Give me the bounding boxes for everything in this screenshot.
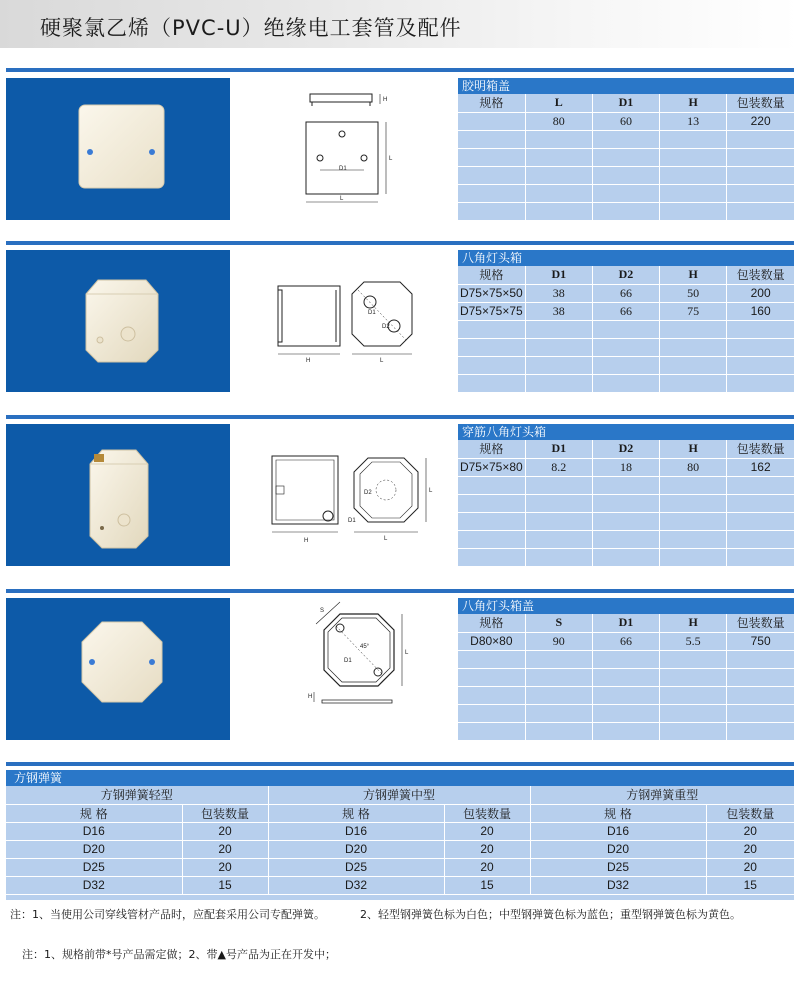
table-cell: 38 <box>525 284 592 302</box>
product-card-octagon-cover <box>6 598 794 740</box>
table-cell: 162 <box>727 458 794 476</box>
spec-title: 八角灯头箱盖 <box>458 598 794 614</box>
group-header: 方钢弹簧中型 <box>268 786 530 804</box>
table-row <box>458 130 794 148</box>
spec-title: 穿筋八角灯头箱 <box>458 424 794 440</box>
product-card-octagon-box <box>6 250 794 392</box>
table-cell: 20 <box>706 858 794 876</box>
table-row <box>458 530 794 548</box>
table-cell: 90 <box>525 632 592 650</box>
section-divider <box>6 589 794 593</box>
col-header: 规 格 <box>268 804 444 822</box>
dim-label: D1 <box>339 166 347 172</box>
group-header: 方钢弹簧轻型 <box>6 786 268 804</box>
dim-label: D1 <box>348 518 356 524</box>
table-cell: 20 <box>182 822 268 840</box>
col-header: 规 格 <box>530 804 706 822</box>
col-header: L <box>525 94 592 112</box>
spec-table-cover <box>458 78 794 220</box>
table-cell: 50 <box>660 284 727 302</box>
table-row <box>458 494 794 512</box>
table-cell <box>458 112 525 130</box>
table-cell: 15 <box>182 876 268 894</box>
table-row <box>458 302 794 320</box>
table-cell: 13 <box>660 112 727 130</box>
table-row <box>458 632 794 650</box>
dim-label: L <box>389 156 393 162</box>
table-cell: 15 <box>444 876 530 894</box>
col-header: H <box>660 266 727 284</box>
spring-note-1: 注：1、当使用公司穿线管材产品时，应配套采用公司专配弹簧。 <box>10 908 325 921</box>
table-cell: 160 <box>727 302 794 320</box>
dim-label: S <box>320 608 325 614</box>
table-cell: 66 <box>592 284 659 302</box>
table-cell: 80 <box>525 112 592 130</box>
col-header: S <box>525 614 592 632</box>
dim-label: H <box>383 97 388 103</box>
table-cell: D20 <box>6 840 182 858</box>
product-photo-octagon-cover <box>6 598 230 740</box>
table-row <box>458 458 794 476</box>
col-header: 包装数量 <box>706 804 794 822</box>
dim-label: D2 <box>364 490 372 496</box>
dim-label: D1 <box>344 658 352 664</box>
col-header: D1 <box>525 440 592 458</box>
page-header <box>0 0 800 48</box>
table-cell: D16 <box>268 822 444 840</box>
table-cell: 20 <box>706 840 794 858</box>
product-photo-octagon-box <box>6 250 230 392</box>
table-cell: 200 <box>727 284 794 302</box>
table-cell: D20 <box>530 840 706 858</box>
group-header: 方钢弹簧重型 <box>530 786 794 804</box>
table-cell: D25 <box>530 858 706 876</box>
section-divider <box>6 241 794 245</box>
technical-drawing-cover <box>232 78 457 220</box>
section-divider <box>6 68 794 72</box>
table-row <box>6 822 794 840</box>
product-card-rebar-octagon-box <box>6 424 794 566</box>
table-cell: D80×80 <box>458 632 525 650</box>
table-row <box>458 548 794 566</box>
technical-drawing-octagon-box <box>232 250 457 392</box>
table-row <box>458 320 794 338</box>
table-row <box>458 686 794 704</box>
col-header: 包装数量 <box>182 804 268 822</box>
product-photo-rebar-octagon-box <box>6 424 230 566</box>
page-title: 硬聚氯乙烯（PVC-U）绝缘电工套管及配件 <box>40 16 462 40</box>
col-header: D1 <box>592 614 659 632</box>
table-cell: 20 <box>444 840 530 858</box>
col-header: H <box>660 440 727 458</box>
technical-drawing-octagon-cover <box>232 598 457 740</box>
table-cell: 66 <box>592 632 659 650</box>
col-header: D1 <box>525 266 592 284</box>
col-header: 包装数量 <box>727 94 794 112</box>
table-cell: D20 <box>268 840 444 858</box>
table-row <box>458 476 794 494</box>
spring-note-2: 2、轻型钢弹簧色标为白色；中型钢弹簧色标为蓝色；重型钢弹簧色标为黄色。 <box>360 908 741 921</box>
spec-title: 胶明箱盖 <box>458 78 794 94</box>
table-row <box>458 148 794 166</box>
dim-label: D1 <box>368 310 376 316</box>
col-header: 规格 <box>458 94 525 112</box>
spec-table <box>458 440 794 567</box>
spec-table-rebar-octagon-box <box>458 424 794 566</box>
table-cell: 20 <box>182 840 268 858</box>
section-divider <box>6 415 794 419</box>
dim-label: L <box>384 536 388 542</box>
table-row <box>458 284 794 302</box>
spec-title: 八角灯头箱 <box>458 250 794 266</box>
spring-section <box>6 770 794 900</box>
table-row <box>6 840 794 858</box>
table-cell: D25 <box>268 858 444 876</box>
table-row <box>6 876 794 894</box>
section-divider <box>6 762 794 766</box>
table-cell: 750 <box>727 632 794 650</box>
table-cell: 20 <box>706 822 794 840</box>
dim-label: L <box>340 196 344 202</box>
spec-table-octagon-box <box>458 250 794 392</box>
col-header: D2 <box>592 440 659 458</box>
spec-table-octagon-cover <box>458 598 794 740</box>
table-cell: 15 <box>706 876 794 894</box>
table-row <box>458 166 794 184</box>
dim-label: L <box>405 650 409 656</box>
table-cell: D32 <box>530 876 706 894</box>
table-row <box>458 512 794 530</box>
table-cell: D32 <box>6 876 182 894</box>
col-header: 规 格 <box>6 804 182 822</box>
col-header: 包装数量 <box>727 614 794 632</box>
col-header: 规格 <box>458 614 525 632</box>
table-cell: D25 <box>6 858 182 876</box>
dim-label: H <box>306 358 311 364</box>
table-cell: 20 <box>444 822 530 840</box>
col-header: H <box>660 614 727 632</box>
footer-note: 注：1、规格前带*号产品需定做；2、带▲号产品为正在开发中； <box>22 948 336 961</box>
spec-table <box>458 266 794 393</box>
table-row <box>458 650 794 668</box>
table-cell: 8.2 <box>525 458 592 476</box>
table-cell: 80 <box>660 458 727 476</box>
table-cell: 220 <box>727 112 794 130</box>
spring-table <box>6 786 794 895</box>
table-cell: D16 <box>530 822 706 840</box>
col-header: 包装数量 <box>727 266 794 284</box>
table-row <box>6 858 794 876</box>
table-cell: 75 <box>660 302 727 320</box>
dim-label: H <box>308 694 313 700</box>
dim-label: 45° <box>360 644 370 650</box>
table-cell: D75×75×80 <box>458 458 525 476</box>
table-cell: 5.5 <box>660 632 727 650</box>
table-cell: 20 <box>444 858 530 876</box>
dim-label: L <box>380 358 384 364</box>
table-cell: 60 <box>592 112 659 130</box>
col-header: 规格 <box>458 266 525 284</box>
spec-table <box>458 94 794 221</box>
table-cell: D16 <box>6 822 182 840</box>
table-cell: 20 <box>182 858 268 876</box>
dim-label: H <box>304 538 309 544</box>
table-row <box>458 202 794 220</box>
table-row <box>458 704 794 722</box>
table-row <box>458 668 794 686</box>
table-cell: D75×75×50 <box>458 284 525 302</box>
table-row <box>458 112 794 130</box>
table-row <box>458 184 794 202</box>
table-row <box>458 722 794 740</box>
table-cell: D32 <box>268 876 444 894</box>
table-row <box>458 356 794 374</box>
table-row <box>458 374 794 392</box>
col-header: 规格 <box>458 440 525 458</box>
spec-table <box>458 614 794 741</box>
product-photo-square-cover <box>6 78 230 220</box>
product-card-cover <box>6 78 794 220</box>
col-header: D2 <box>592 266 659 284</box>
dim-label: L <box>429 488 433 494</box>
table-row <box>458 338 794 356</box>
col-header: D1 <box>592 94 659 112</box>
table-cell: 38 <box>525 302 592 320</box>
table-cell: 18 <box>592 458 659 476</box>
col-header: 包装数量 <box>444 804 530 822</box>
spring-notes <box>10 906 741 922</box>
col-header: H <box>660 94 727 112</box>
table-cell: 66 <box>592 302 659 320</box>
dim-label: D2 <box>382 324 390 330</box>
technical-drawing-rebar-octagon-box <box>232 424 457 566</box>
table-cell: D75×75×75 <box>458 302 525 320</box>
col-header: 包装数量 <box>727 440 794 458</box>
spring-title: 方钢弹簧 <box>6 770 794 786</box>
